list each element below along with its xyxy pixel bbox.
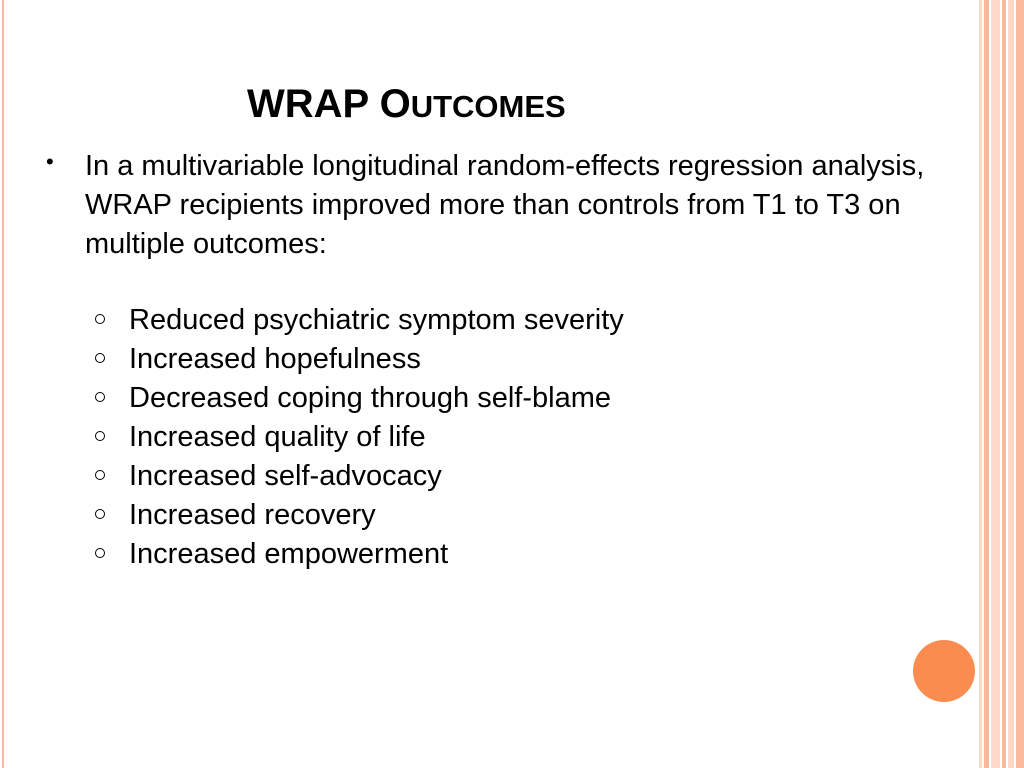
hollow-circle-icon: [95, 431, 105, 441]
outcome-text: Increased empowerment: [129, 538, 449, 570]
title-lead: WRAP O: [247, 82, 411, 126]
hollow-circle-icon: [95, 470, 105, 480]
decor-stripe: [991, 0, 1000, 768]
outcome-text: Increased hopefulness: [129, 343, 421, 375]
hollow-circle-icon: [95, 509, 105, 519]
outcome-text: Increased recovery: [129, 499, 376, 531]
hollow-circle-icon: [95, 314, 105, 324]
decor-stripe: [1002, 0, 1006, 768]
outcome-text: Decreased coping through self-blame: [129, 382, 611, 414]
slide-title: [247, 82, 566, 127]
decor-stripe: [984, 0, 989, 768]
decor-stripe: [1016, 0, 1024, 768]
hollow-circle-icon: [95, 548, 105, 558]
outcome-text: Increased self-advocacy: [129, 460, 442, 492]
bullet-icon: •: [46, 149, 54, 174]
decor-stripe: [979, 0, 982, 768]
decorative-orange-circle: [913, 640, 975, 702]
title-small-caps: UTCOMES: [410, 89, 566, 124]
hollow-circle-icon: [95, 353, 105, 363]
outcome-text: Increased quality of life: [129, 421, 426, 453]
left-border-line: [2, 0, 4, 768]
decor-stripe: [1008, 0, 1014, 768]
outcome-text: Reduced psychiatric symptom severity: [129, 304, 624, 336]
hollow-circle-icon: [95, 392, 105, 402]
main-bullet-text: In a multivariable longitudinal random-effects regression analysis, WRAP recipients improved more than controls from T1 to T3 on multiple outcomes:: [85, 150, 925, 260]
